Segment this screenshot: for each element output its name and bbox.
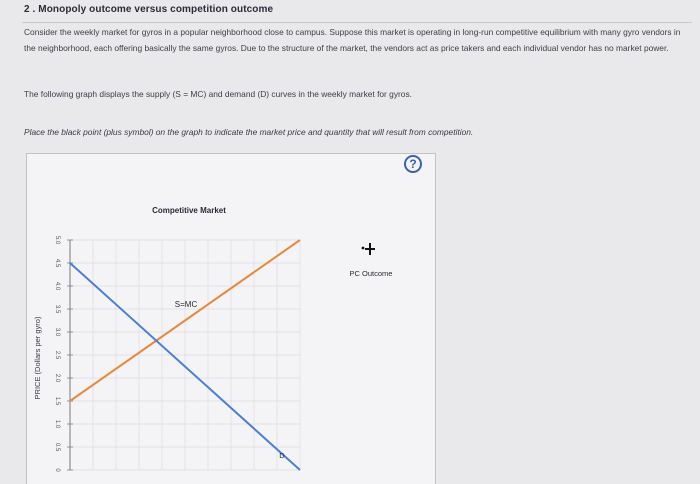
y-tick-label: 3.5 bbox=[54, 304, 60, 314]
y-tick-label: 4.5 bbox=[54, 258, 60, 268]
plot-grid bbox=[70, 240, 300, 470]
y-tick-label: 3.0 bbox=[54, 327, 60, 337]
y-tick-label: 1.5 bbox=[54, 396, 60, 406]
y-tick-label: 0.5 bbox=[54, 442, 60, 452]
graph-title: Competitive Market bbox=[152, 206, 226, 215]
help-icon[interactable]: ? bbox=[404, 155, 422, 173]
demand-curve-label: D bbox=[279, 451, 285, 460]
y-tick-label: 4.0 bbox=[54, 281, 60, 291]
plus-point-icon[interactable] bbox=[365, 243, 375, 255]
pc-outcome-label: PC Outcome bbox=[349, 269, 393, 278]
pc-outcome-tool[interactable] bbox=[350, 243, 393, 278]
instruction-text: Place the black point (plus symbol) on the graph to indicate the market price and quantity that will result from competition. bbox=[24, 127, 474, 137]
question-title: 2 . Monopoly outcome versus competition outcome bbox=[24, 4, 274, 15]
tool-dot-icon bbox=[362, 247, 365, 250]
y-tick-label: 1.0 bbox=[54, 419, 60, 429]
y-tick-label: 2.5 bbox=[54, 350, 60, 360]
question-paragraph-2: The following graph displays the supply (S = MC) and demand (D) curves in the weekly market for gyros. bbox=[24, 89, 412, 99]
y-tick-label: 2.0 bbox=[54, 373, 60, 383]
question-paragraph-1: Consider the weekly market for gyros in a popular neighborhood close to campus. Suppose this market is operating in long-run competitive equilibrium with many gyro vendors in the neighborhood, each offering basically the same gyros. Due to the structure of the market, the vendors act as price takers and each individual vendor has no market power. bbox=[24, 27, 681, 53]
y-tick-label: 5.0 bbox=[54, 235, 60, 245]
y-axis-label: PRICE (Dollars per gyro) bbox=[33, 316, 42, 400]
y-tick-label: 0 bbox=[54, 468, 60, 472]
supply-curve-label: S=MC bbox=[174, 300, 198, 309]
